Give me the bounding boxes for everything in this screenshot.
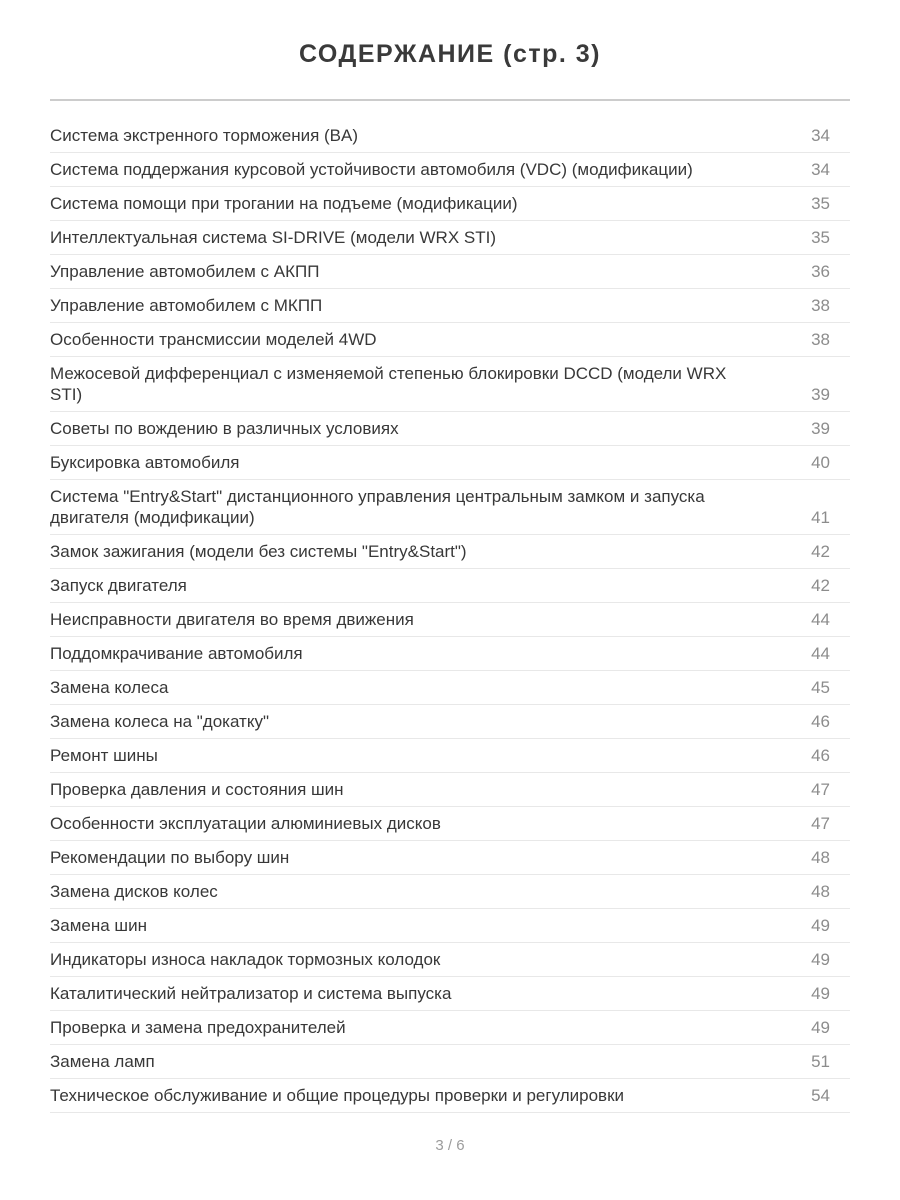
- page-indicator: 3 / 6: [435, 1137, 465, 1154]
- toc-entry-page-number: 40: [811, 453, 830, 472]
- toc-entry: [50, 221, 850, 255]
- toc-entry-page-number: 42: [811, 542, 830, 561]
- toc-entry-title: Каталитический нейтрализатор и система выпуска: [50, 984, 452, 1003]
- toc-entry-page-number: 34: [811, 160, 830, 179]
- toc-entry-title: Межосевой дифференциал с изменяемой степенью блокировки DCCD (модели WRX STI): [50, 364, 727, 404]
- toc-entry-page-number: 48: [811, 848, 830, 867]
- toc-entry-page-number: 49: [811, 950, 830, 969]
- toc-entry-title: Система "Entry&Start" дистанционного управления центральным замком и запуска двигателя (модификации): [50, 487, 705, 527]
- toc-entry-title: Система поддержания курсовой устойчивости автомобиля (VDC) (модификации): [50, 160, 693, 179]
- toc-entry-title: Замена дисков колес: [50, 882, 218, 901]
- toc-entry: [50, 943, 850, 977]
- toc-entry-page-number: 46: [811, 746, 830, 765]
- toc-entry-page-number: 48: [811, 882, 830, 901]
- toc-entry-page-number: 44: [811, 644, 830, 663]
- toc-entry-title: Техническое обслуживание и общие процедуры проверки и регулировки: [50, 1086, 625, 1105]
- toc-entry: [50, 187, 850, 221]
- toc-entry: [50, 412, 850, 446]
- toc-entry-page-number: 35: [811, 228, 830, 247]
- toc-entry: [50, 119, 850, 153]
- toc-entry: [50, 153, 850, 187]
- toc-entry-page-number: 38: [811, 330, 830, 349]
- toc-entry: [50, 1011, 850, 1045]
- toc-entry-title: Замена колеса: [50, 678, 169, 697]
- toc-list: [50, 119, 850, 1113]
- toc-entry: [50, 875, 850, 909]
- toc-entry-title: Рекомендации по выбору шин: [50, 848, 290, 867]
- toc-entry-page-number: 41: [811, 508, 830, 527]
- toc-entry-page-number: 39: [811, 385, 830, 404]
- toc-entry-title: Запуск двигателя: [50, 576, 187, 595]
- toc-entry: [50, 603, 850, 637]
- toc-entry: [50, 977, 850, 1011]
- toc-entry-title: Система экстренного торможения (BA): [50, 126, 359, 145]
- title-divider: [50, 99, 850, 101]
- toc-entry-page-number: 49: [811, 916, 830, 935]
- toc-entry-title: Управление автомобилем с АКПП: [50, 262, 320, 281]
- toc-entry-page-number: 35: [811, 194, 830, 213]
- toc-entry-page-number: 39: [811, 419, 830, 438]
- toc-entry: [50, 480, 850, 535]
- toc-entry-title: Интеллектуальная система SI-DRIVE (модели WRX STI): [50, 228, 496, 247]
- toc-entry: [50, 1045, 850, 1079]
- toc-entry-page-number: 54: [811, 1086, 830, 1105]
- toc-entry-page-number: 46: [811, 712, 830, 731]
- toc-entry-title: Особенности эксплуатации алюминиевых дисков: [50, 814, 441, 833]
- toc-entry-title: Проверка давления и состояния шин: [50, 780, 344, 799]
- toc-entry: [50, 705, 850, 739]
- toc-entry: [50, 807, 850, 841]
- toc-entry-page-number: 42: [811, 576, 830, 595]
- toc-entry: [50, 841, 850, 875]
- toc-entry-page-number: 34: [811, 126, 830, 145]
- toc-entry-title: Замена ламп: [50, 1052, 155, 1071]
- toc-entry-title: Поддомкрачивание автомобиля: [50, 644, 303, 663]
- toc-entry: [50, 739, 850, 773]
- toc-entry-title: Управление автомобилем с МКПП: [50, 296, 323, 315]
- toc-entry: [50, 323, 850, 357]
- toc-entry-title: Индикаторы износа накладок тормозных колодок: [50, 950, 441, 969]
- toc-entry: [50, 357, 850, 412]
- toc-entry-page-number: 38: [811, 296, 830, 315]
- toc-entry-page-number: 36: [811, 262, 830, 281]
- toc-entry: [50, 446, 850, 480]
- toc-entry: [50, 637, 850, 671]
- toc-entry-page-number: 45: [811, 678, 830, 697]
- toc-entry-page-number: 49: [811, 1018, 830, 1037]
- toc-entry-title: Система помощи при трогании на подъеме (модификации): [50, 194, 518, 213]
- toc-entry: [50, 773, 850, 807]
- toc-entry: [50, 671, 850, 705]
- toc-entry-page-number: 47: [811, 780, 830, 799]
- toc-entry-title: Ремонт шины: [50, 746, 158, 765]
- toc-entry-title: Замена колеса на "докатку": [50, 712, 270, 731]
- page-title: СОДЕРЖАНИЕ (стр. 3): [298, 40, 602, 68]
- toc-entry-title: Особенности трансмиссии моделей 4WD: [50, 330, 377, 349]
- toc-entry: [50, 289, 850, 323]
- toc-entry: [50, 535, 850, 569]
- toc-entry-page-number: 47: [811, 814, 830, 833]
- toc-entry: [50, 1079, 850, 1113]
- toc-entry-title: Неисправности двигателя во время движения: [50, 610, 414, 629]
- toc-entry-title: Советы по вождению в различных условиях: [50, 419, 399, 438]
- toc-entry: [50, 255, 850, 289]
- toc-entry-page-number: 49: [811, 984, 830, 1003]
- toc-entry: [50, 909, 850, 943]
- toc-entry-page-number: 44: [811, 610, 830, 629]
- toc-entry-title: Буксировка автомобиля: [50, 453, 240, 472]
- toc-entry: [50, 569, 850, 603]
- toc-entry-title: Замок зажигания (модели без системы "Entry&Start"): [50, 542, 467, 561]
- toc-entry-title: Замена шин: [50, 916, 147, 935]
- toc-entry-title: Проверка и замена предохранителей: [50, 1018, 346, 1037]
- toc-entry-page-number: 51: [811, 1052, 830, 1071]
